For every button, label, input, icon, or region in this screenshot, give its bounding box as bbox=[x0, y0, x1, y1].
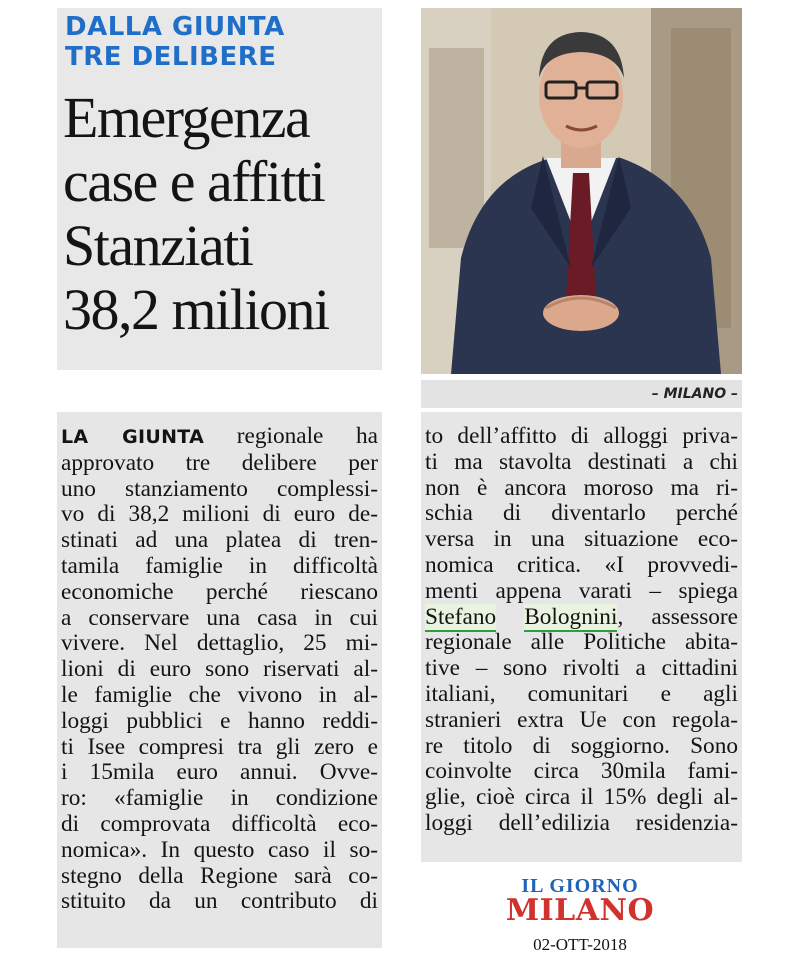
person-photo bbox=[421, 8, 742, 374]
text-line: le famiglie che vivono in al- bbox=[61, 681, 378, 708]
lead-rest: regionale ha bbox=[204, 423, 378, 449]
headline-line-3: Stanziati bbox=[63, 213, 253, 278]
text-line: di comprovata difficoltà eco- bbox=[61, 810, 378, 837]
text-line bbox=[61, 424, 378, 451]
kicker-line-1: DALLA GIUNTA bbox=[65, 12, 285, 42]
highlight-last-name: Bolognini bbox=[524, 603, 618, 630]
text-line: glie, cioè circa il 15% degli al- bbox=[425, 784, 738, 811]
text-line: uno stanziamento complessi- bbox=[61, 475, 378, 502]
text-line: nomica critica. «I provvedi- bbox=[425, 551, 738, 578]
text-line: vivere. Nel dettaglio, 25 mi- bbox=[61, 630, 378, 657]
text-line: approvato tre delibere per bbox=[61, 449, 378, 476]
text-line: ro: «famiglie in condizione bbox=[61, 785, 378, 812]
text-line: re titolo di soggiorno. Sono bbox=[425, 732, 738, 759]
text-line: stegno della Regione sarà co- bbox=[61, 862, 378, 889]
headline-line-1: Emergenza bbox=[63, 85, 310, 150]
text-line: coinvolte circa 30mila fami- bbox=[425, 758, 738, 785]
text-line: vo di 38,2 milioni di euro de- bbox=[61, 501, 378, 528]
text-line: tive – sono rivolti a cittadini bbox=[425, 655, 738, 682]
article-column-left bbox=[57, 412, 382, 948]
headline-line-4: 38,2 milioni bbox=[63, 277, 329, 342]
headline bbox=[63, 86, 329, 342]
text-line: italiani, comunitari e agli bbox=[425, 680, 738, 707]
text-line: nomica». In questo caso il so- bbox=[61, 836, 378, 863]
text-line: ti ma stavolta destinati a chi bbox=[425, 448, 738, 475]
text-line bbox=[425, 605, 738, 631]
photo-caption: – MILANO – bbox=[421, 380, 742, 408]
article-column-right bbox=[421, 412, 742, 862]
person-photo-illustration bbox=[421, 8, 742, 374]
masthead-paper: IL GIORNO bbox=[521, 875, 639, 897]
text-line: lioni di euro sono riservati al- bbox=[61, 656, 378, 683]
text-line: loggi dell’edilizia residenzia- bbox=[425, 809, 738, 836]
lead-words: LA GIUNTA bbox=[61, 426, 205, 448]
text-line: regionale alle Politiche abita- bbox=[425, 629, 738, 656]
text-line: stituito da un contributo di bbox=[61, 888, 378, 915]
text-line: non è ancora moroso ma ri- bbox=[425, 474, 738, 501]
text-line: stinati ad una platea di tren- bbox=[61, 527, 378, 554]
text-line: a conservare una casa in cui bbox=[61, 604, 378, 631]
text-line: ti Isee compresi tra gli zero e bbox=[61, 733, 378, 760]
after-name: , assessore bbox=[617, 603, 739, 630]
text-line: loggi pubblici e hanno reddi- bbox=[61, 707, 378, 734]
text-line: versa in una situazione eco- bbox=[425, 526, 738, 553]
masthead-city: MILANO bbox=[505, 893, 655, 928]
newspaper-masthead bbox=[480, 876, 680, 956]
masthead-date: 02-OTT-2018 bbox=[533, 935, 627, 954]
text-line: economiche perché riescano bbox=[61, 578, 378, 605]
text-line: stranieri extra Ue con regola- bbox=[425, 706, 738, 733]
text-line: schia di diventarlo perché bbox=[425, 500, 738, 527]
kicker bbox=[65, 12, 285, 72]
text-line: i 15mila euro annui. Ovve- bbox=[61, 759, 378, 786]
highlight-first-name: Stefano bbox=[425, 603, 497, 630]
kicker-line-2: TRE DELIBERE bbox=[65, 42, 277, 72]
text-line: tamila famiglie in difficoltà bbox=[61, 552, 378, 579]
headline-line-2: case e affitti bbox=[63, 149, 325, 214]
text-line: to dell’affitto di alloggi priva- bbox=[425, 423, 738, 449]
text-line: menti appena varati – spiega bbox=[425, 577, 738, 604]
